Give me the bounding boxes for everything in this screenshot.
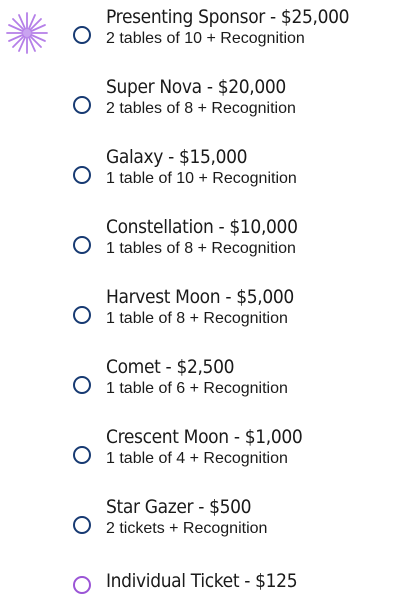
option-subtitle: 2 tickets + Recognition xyxy=(106,520,268,537)
option-title: Harvest Moon - $5,000 xyxy=(106,286,294,308)
option-subtitle: 1 table of 4 + Recognition xyxy=(106,450,288,467)
option-title: Comet - $2,500 xyxy=(106,356,235,378)
radio-circle-icon[interactable] xyxy=(73,166,91,184)
option-title: Super Nova - $20,000 xyxy=(106,76,286,98)
option-subtitle: 1 table of 6 + Recognition xyxy=(106,380,288,397)
radio-circle-icon[interactable] xyxy=(73,516,91,534)
option-subtitle: 1 table of 8 + Recognition xyxy=(106,310,288,327)
radio-circle-icon[interactable] xyxy=(73,96,91,114)
option-title: Constellation - $10,000 xyxy=(106,216,298,238)
option-subtitle: 2 tables of 10 + Recognition xyxy=(106,30,305,47)
radio-circle-icon[interactable] xyxy=(73,576,91,594)
option-title: Star Gazer - $500 xyxy=(106,496,252,518)
radio-circle-icon[interactable] xyxy=(73,236,91,254)
radio-circle-icon[interactable] xyxy=(73,306,91,324)
radio-circle-icon[interactable] xyxy=(73,446,91,464)
radio-circle-icon[interactable] xyxy=(73,26,91,44)
option-title: Individual Ticket - $125 xyxy=(106,570,298,592)
option-title: Galaxy - $15,000 xyxy=(106,146,248,168)
option-title: Presenting Sponsor - $25,000 xyxy=(106,6,350,28)
option-subtitle: 1 table of 10 + Recognition xyxy=(106,170,297,187)
option-subtitle: 1 tables of 8 + Recognition xyxy=(106,240,296,257)
radio-circle-icon[interactable] xyxy=(73,376,91,394)
option-subtitle: 2 tables of 8 + Recognition xyxy=(106,100,296,117)
option-title: Crescent Moon - $1,000 xyxy=(106,426,303,448)
